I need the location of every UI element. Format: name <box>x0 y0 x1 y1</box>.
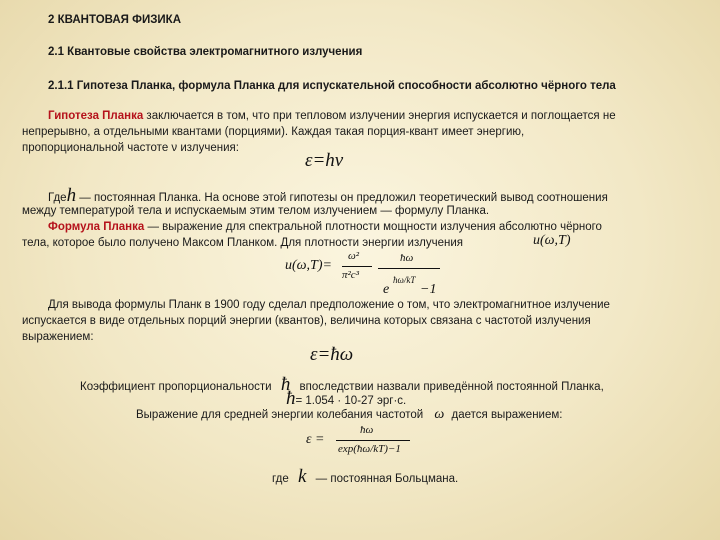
hbar-symbol-2: ħ <box>286 388 296 409</box>
para1-line3: пропорциональной частоте ν излучения: <box>22 142 239 154</box>
para5-line3-start: Выражение для средней энергии колебания частотой <box>136 409 424 421</box>
para3-line1 <box>48 220 602 236</box>
mean-energy-num: ħω <box>360 424 374 436</box>
para5-line1-end: впоследствии назвали приведённой постоянной Планка, <box>299 381 604 393</box>
mean-energy-bar <box>336 440 410 441</box>
u-symbol: u(ω,T) <box>533 233 571 248</box>
para1-line2: непрерывно, а отдельными квантами (порциями). Каждая такая порция-квант имеет энергию, <box>22 126 525 138</box>
para5-line3 <box>136 407 562 424</box>
mean-energy-lhs: ε = <box>306 432 325 447</box>
planck-den1: π²c³ <box>342 269 359 281</box>
planck-lhs: u(ω,T)= <box>285 258 332 273</box>
hbar-value: = 1.054 · 10-27 эрг·с. <box>295 395 407 407</box>
heading-quantum-physics: 2 КВАНТОВАЯ ФИЗИКА <box>48 14 182 26</box>
term-planck-formula: Формула Планка <box>48 221 145 233</box>
h-symbol: h <box>66 185 77 206</box>
para3-text: — выражение для спектральной плотности мощности излучения абсолютно чёрного <box>144 221 602 233</box>
para3-line2: тела, которое было получено Максом Планком. Для плотности энергии излучения <box>22 237 463 249</box>
formula-e-hw: ε=ħω <box>310 344 354 365</box>
term-planck-hypothesis: Гипотеза Планка <box>48 110 144 122</box>
para6-gde: где <box>272 473 289 485</box>
formula-e-hv: ε=hν <box>305 150 344 171</box>
hbar-symbol-1: ħ <box>280 374 291 395</box>
para2-gde: Где <box>48 192 67 204</box>
planck-exp-base: e <box>383 282 390 297</box>
heading-section-2-1-1: 2.1.1 Гипотеза Планка, формула Планка для испускательной способности абсолютно чёрного тела <box>48 80 616 92</box>
planck-fraction-bar-1 <box>342 266 372 267</box>
planck-minus-one: −1 <box>420 282 437 297</box>
planck-num2: ħω <box>400 252 414 264</box>
para4-line2: испускается в виде отдельных порций энергии (квантов), величина которых связана с частотой излучения <box>22 315 591 327</box>
para1-line1 <box>48 109 616 125</box>
k-symbol: k <box>298 466 307 487</box>
mean-energy-den: exp(ħω/kT)−1 <box>338 443 401 455</box>
planck-exp-power: ħω/kT <box>393 275 416 285</box>
para2-line2: между температурой тела и испускаемым этим телом излучением — формулу Планка. <box>22 205 490 217</box>
para1-text: заключается в том, что при тепловом излучении энергия испускается и поглощается не <box>143 110 616 122</box>
planck-num1: ω² <box>348 250 360 262</box>
para2-text: — постоянная Планка. На основе этой гипотезы он предложил теоретический вывод соотношения <box>76 192 608 204</box>
para6-line <box>272 466 459 488</box>
planck-fraction-bar-2 <box>378 268 440 269</box>
para4-line1: Для вывода формулы Планк в 1900 году сделал предположение о том, что электромагнитное излучение <box>48 299 610 311</box>
para5-line3-end: дается выражением: <box>451 409 563 421</box>
boltzmann-text: — постоянная Больцмана. <box>315 473 459 485</box>
heading-section-2-1: 2.1 Квантовые свойства электромагнитного излучения <box>48 46 363 58</box>
omega-symbol: ω <box>434 407 445 422</box>
para5-line1-start: Коэффициент пропорциональности <box>80 381 272 393</box>
para4-line3: выражением: <box>22 331 94 343</box>
